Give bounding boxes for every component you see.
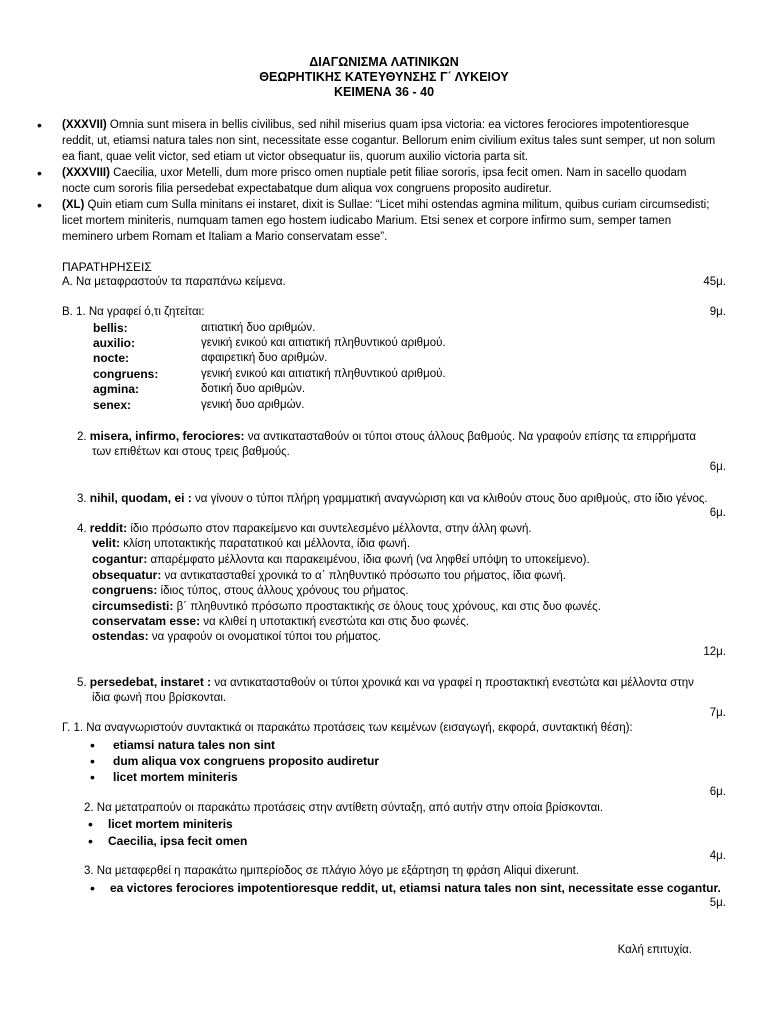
passage-line: reddit, ut, etiamsi natura tales non sint, necessitate esse cogantur. Bellorum enim civilium exitus tales sunt semper, ut non solum xyxy=(62,135,716,147)
bullet-icon: • xyxy=(37,197,42,213)
vocab-desc: γενική ενικού και αιτιατική πληθυντικού αριθμού. xyxy=(201,337,446,349)
clause-item: licet mortem miniteris xyxy=(113,770,238,784)
vocab-desc: δοτική δυο αριθμών. xyxy=(201,383,306,395)
passage-line: Quin etiam cum Sulla minitans ei instaret, dixit is Sullae: “Licet mihi ostendas agmina militum, quibus curiam circumsedisti; xyxy=(84,199,710,211)
bullet-icon: • xyxy=(88,833,93,849)
bullet-icon: • xyxy=(90,880,95,896)
part-c3-points: 5μ. xyxy=(709,897,726,909)
question-terms: obsequatur: xyxy=(92,568,162,582)
clause-item: licet mortem miniteris xyxy=(108,817,233,831)
passage-line: Caecilia, uxor Metelli, dum more prisco omen nuptiale petit filiae sororis, ipsa fecit omen. Nam in sacello quodam xyxy=(109,167,687,179)
passage-line: licet mortem miniteris, numquam tamen ego hostem iudicabo Marium. Etsi senex et corpore infirmo sum, semper tamen xyxy=(62,215,672,227)
question-terms: ostendas: xyxy=(92,629,149,643)
part-c3-text: 3. Να μεταφερθεί η παρακάτω ημιπερίοδος σε πλάγιο λόγο με εξάρτηση τη φράση Aliqui dixerunt. xyxy=(84,865,580,877)
question-terms: congruens: xyxy=(92,583,158,597)
part-b4-points: 12μ. xyxy=(703,646,726,658)
part-b5 xyxy=(77,674,694,691)
question-text: β΄ πληθυντικό πρόσωπο προστακτικής σε όλους τους χρόνους, και στις δυο φωνές. xyxy=(173,601,601,613)
passage-line: nocte cum sororis filia persedebat expectabatque dum aliqua vox congruens proposito audiretur. xyxy=(62,183,552,195)
part-b3-points: 6μ. xyxy=(709,507,726,519)
part-b1-points: 9μ. xyxy=(709,306,726,318)
question-text: να αντικατασταθούν οι τύποι στους άλλους βαθμούς. Να γραφούν επίσης τα επιρρήματα xyxy=(244,431,696,443)
passage-line: Omnia sunt misera in bellis civilibus, sed nihil miserius quam ipsa victoria: ea victores ferociores impotentioresque xyxy=(106,119,690,131)
vocab-term: congruens: xyxy=(93,367,159,381)
question-terms: persedebat, instaret : xyxy=(89,675,212,689)
question-terms: circumsedisti: xyxy=(92,599,174,613)
question-terms: nihil, quodam, ei : xyxy=(89,491,192,505)
part-b5-points: 7μ. xyxy=(709,707,726,719)
passage-38 xyxy=(62,165,727,181)
bullet-icon: • xyxy=(90,753,95,769)
question-text: κλίση υποτακτικής παρατατικού και μέλλοντα, ίδια φωνή. xyxy=(120,538,411,550)
bullet-icon: • xyxy=(88,816,93,832)
passage-label: (XXXVII) xyxy=(62,119,107,131)
part-a-points: 45μ. xyxy=(703,276,726,288)
passage-40 xyxy=(62,197,727,213)
question-text: να γίνουν ο τύποι πλήρη γραμματική αναγνώριση και να κλιθούν στους δυο αριθμούς, στο ίδιο γένος. xyxy=(191,493,708,505)
question-terms: velit: xyxy=(92,536,121,550)
closing-wish: Καλή επιτυχία. xyxy=(617,944,692,956)
part-b4-item xyxy=(92,582,409,599)
bullet-icon: • xyxy=(90,737,95,753)
question-terms: cogantur: xyxy=(92,552,148,566)
vocab-term: agmina: xyxy=(93,382,140,396)
part-b2 xyxy=(77,428,696,445)
part-b3 xyxy=(77,490,708,507)
vocab-desc: αφαιρετική δυο αριθμών. xyxy=(201,352,328,364)
question-text: απαρέμφατο μέλλοντα και παρακειμένου, ίδια φωνή (να ληφθεί υπόψη το υποκείμενο). xyxy=(147,554,590,566)
vocab-term: nocte: xyxy=(93,351,129,365)
question-number: 3. xyxy=(77,493,90,505)
question-number: 4. xyxy=(77,523,90,535)
question-terms: reddit: xyxy=(89,521,128,535)
question-text: ίδιος τύπος, στους άλλους χρόνους του ρήματος. xyxy=(157,585,409,597)
vocab-term: senex: xyxy=(93,398,132,412)
vocab-term: auxilio: xyxy=(93,336,136,350)
question-terms: conservatam esse: xyxy=(92,614,201,628)
question-number: 2. xyxy=(77,431,90,443)
question-text-cont: των επιθέτων και στους τρεις βαθμούς. xyxy=(92,446,290,458)
part-c1-points: 6μ. xyxy=(709,786,726,798)
part-b1-text: Β. 1. Να γραφεί ό,τι ζητείται: xyxy=(62,306,205,318)
exam-subtitle: ΘΕΩΡΗΤΙΚΗΣ ΚΑΤΕΥΘΥΝΣΗΣ Γ΄ ΛΥΚΕΙΟΥ xyxy=(259,70,509,84)
part-b4-item xyxy=(92,551,590,568)
part-c1-text: Γ. 1. Να αναγνωριστούν συντακτικά οι παρακάτω προτάσεις των κειμένων (εισαγωγή, εκφορά, συντακτική θέση): xyxy=(62,722,633,734)
passage-line: ea fiant, quae velit victor, sed etiam ut victor obsequatur iis, quorum auxilio victoria parta sit. xyxy=(62,151,528,163)
exam-texts-range: ΚΕΙΜΕΝΑ 36 - 40 xyxy=(333,85,435,99)
part-b4-item xyxy=(92,628,381,645)
vocab-desc: γενική ενικού και αιτιατική πληθυντικού αριθμού. xyxy=(201,368,446,380)
bullet-icon: • xyxy=(37,165,42,181)
part-b2-points: 6μ. xyxy=(709,461,726,473)
clause-item: Caecilia, ipsa fecit omen xyxy=(108,834,248,848)
part-a-text: Α. Να μεταφραστούν τα παραπάνω κείμενα. xyxy=(62,276,286,288)
bullet-icon: • xyxy=(90,769,95,785)
notes-heading: ΠΑΡΑΤΗΡΗΣΕΙΣ xyxy=(62,260,152,274)
bullet-icon: • xyxy=(37,117,42,133)
passage-label: (XL) xyxy=(62,199,85,211)
part-c2-text: 2. Να μετατραπούν οι παρακάτω προτάσεις στην αντίθετη σύνταξη, από αυτήν στην οποία βρίσκονται. xyxy=(84,802,604,814)
clause-item: etiamsi natura tales non sint xyxy=(113,738,276,752)
passage-line: meminero urbem Romam et Italiam a Mario conservatam esse”. xyxy=(62,231,388,243)
vocab-term: bellis: xyxy=(93,321,128,335)
question-terms: misera, infirmo, ferociores: xyxy=(89,429,245,443)
clause-item: dum aliqua vox congruens proposito audiretur xyxy=(113,754,380,768)
question-text: να αντικατασταθούν οι τύποι χρονικά και να γραφεί η προστακτική ενεστώτα και μέλλοντα στην xyxy=(211,677,694,689)
part-b4-item xyxy=(92,535,410,552)
exam-title: ΔΙΑΓΩΝΙΣΜΑ ΛΑΤΙΝΙΚΩΝ xyxy=(309,55,459,69)
vocab-desc: γενική δυο αριθμών. xyxy=(201,399,305,411)
question-text: να κλιθεί η υποτακτική ενεστώτα και στις δυο φωνές. xyxy=(200,616,470,628)
part-c2-points: 4μ. xyxy=(709,850,726,862)
question-text-cont: ίδια φωνή που βρίσκονται. xyxy=(92,692,227,704)
question-number: 5. xyxy=(77,677,90,689)
question-text: να γραφούν οι ονοματικοί τύποι του ρήματος. xyxy=(148,631,382,643)
passage-37 xyxy=(62,117,727,133)
passage-label: (XXXVIII) xyxy=(62,167,110,179)
question-text: ίδιο πρόσωπο στον παρακείμενο και συντελεσμένο μέλλοντα, στην άλλη φωνή. xyxy=(127,523,532,535)
question-text: να αντικατασταθεί χρονικά το α΄ πληθυντικό πρόσωπο του ρήματος, ίδια φωνή. xyxy=(161,570,566,582)
vocab-desc: αιτιατική δυο αριθμών. xyxy=(201,322,316,334)
clause-item: ea victores ferociores impotentioresque reddit, ut, etiamsi natura tales non sint, necessitate esse cogantur. xyxy=(110,881,721,895)
